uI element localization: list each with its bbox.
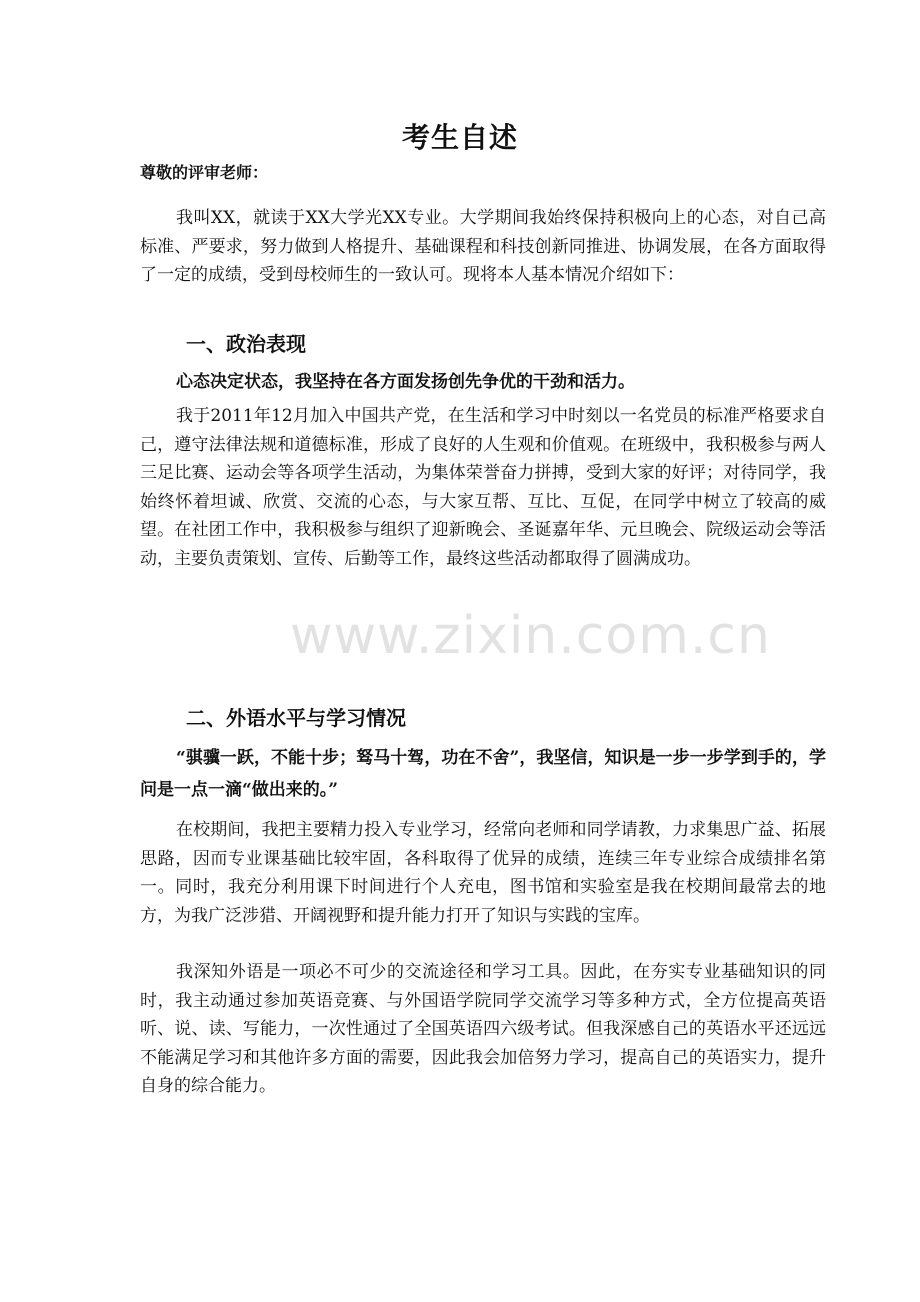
- intro-paragraph: 我叫XX，就读于XX大学光XX专业。大学期间我始终保持积极向上的心态，对自己高标准、严要求，努力做到人格提升、基础课程和科技创新同推进、协调发展，在各方面取得了一定的成绩，受到母校师生的一致认可。现将本人基本情况介绍如下：: [140, 208, 826, 286]
- section-body-political: 我于2011年12月加入中国共产党，在生活和学习中时刻以一名党员的标准严格要求自己，遵守法律法规和道德标准，形成了良好的人生观和价值观。在班级中，我积极参与两人三足比赛、运动会等各项学生活动，为集体荣誉奋力拼搏，受到大家的好评；对待同学，我始终怀着坦诚、欣赏、交流的心态，与大家互帮、互比、互促，在同学中树立了较高的威望。在社团工作中，我积极参与组织了迎新晚会、圣诞嘉年华、元旦晚会、院级运动会等活动，主要负责策划、宣传、后勤等工作，最终这些活动都取得了圆满成功。: [140, 406, 826, 569]
- watermark: www.zixin.com.cn: [290, 606, 771, 666]
- section-body-study: 在校期间，我把主要精力投入专业学习，经常向老师和同学请教，力求集思广益、拓展思路，因而专业课基础比较牢固，各科取得了优异的成绩，连续三年专业综合成绩排名第一。同时，我充分利用课下时间进行个人充电，图书馆和实验室是我在校期间最常去的地方，为我广泛涉猎、开阔视野和提升能力打开了知识与实践的宝库。: [140, 820, 826, 926]
- section-lead-political: 心态决定状态，我坚持在各方面发扬创先争优的干劲和活力。: [176, 372, 635, 392]
- salutation: 尊敬的评审老师：: [140, 163, 269, 182]
- section-body-english: 我深知外语是一项必不可少的交流途径和学习工具。因此，在夯实专业基础知识的同时，我主动通过参加英语竞赛、与外国语学院同学交流学习等多种方式，全方位提高英语听、说、读、写能力，一次性通过了全国英语四六级考试。但我深感自己的英语水平还远远不能满足学习和其他许多方面的需要，因此我会加倍努力学习，提高自己的英语实力，提升自身的综合能力。: [140, 962, 826, 1097]
- section-lead-language: “骐骥一跃，不能十步；驽马十驾，功在不舍”，我坚信，知识是一步一步学到手的，学问是一点一滴“做出来的。”: [140, 748, 826, 800]
- document-title: 考生自述: [401, 121, 518, 154]
- section-heading-political: 一、政治表现: [186, 332, 306, 356]
- section-heading-language: 二、外语水平与学习情况: [186, 706, 406, 730]
